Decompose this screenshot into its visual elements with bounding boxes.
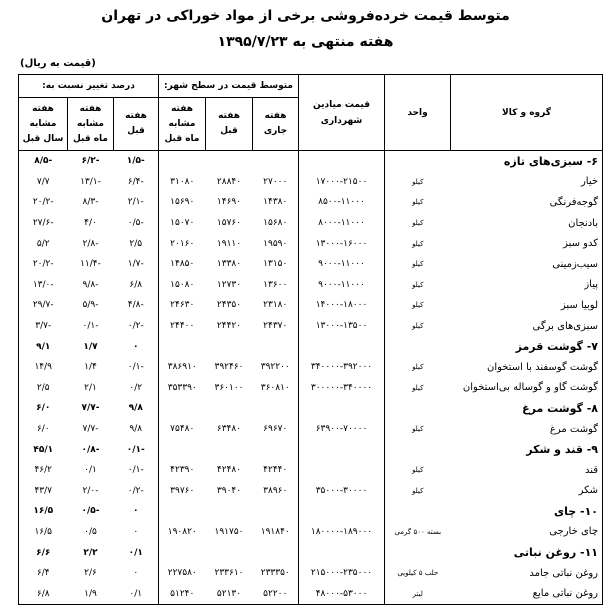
cell-last-month-week bbox=[159, 151, 206, 172]
cell-pct-last-month: ۱/۹ bbox=[68, 583, 114, 604]
table-row bbox=[19, 563, 603, 584]
cell-field-price: ۳۰۰۰۰۰-۳۴۰۰۰۰ bbox=[299, 378, 385, 399]
cell-item-name: روغن نباتی مایع bbox=[451, 583, 603, 604]
cell-unit bbox=[385, 542, 451, 563]
cell-item-name: بادنجان bbox=[451, 213, 603, 234]
cell-last-month-week: ۱۵۶۹۰ bbox=[159, 192, 206, 213]
cell-unit: حلب ۵ کیلویی bbox=[385, 563, 451, 584]
cell-last-week: ۱۵۷۶۰ bbox=[216, 218, 242, 229]
table-body bbox=[19, 151, 603, 605]
cell-unit: کیلو bbox=[385, 357, 451, 378]
cell-pct-last-month: -۵/۹ bbox=[82, 300, 99, 311]
cell-pct-last-month: -۲/۰ bbox=[82, 485, 99, 496]
cell-current-week: ۲۳۳۳۵۰ bbox=[260, 568, 290, 579]
cell-current-week bbox=[253, 542, 299, 563]
cell-pct-last-year: ۴۳/۷ bbox=[19, 481, 68, 502]
cell-pct-last-week: -۶/۴ bbox=[127, 176, 144, 187]
cell-last-week: ۵۲۱۳۰ bbox=[206, 583, 253, 604]
cell-pct-last-week: -۱/۷ bbox=[127, 259, 144, 270]
table-row bbox=[19, 419, 603, 440]
cell-unit: کیلو bbox=[385, 295, 451, 316]
cell-pct-last-week: -۰/۱ bbox=[127, 362, 144, 373]
cell-last-month-week bbox=[159, 336, 206, 357]
cell-current-week: ۲۷۰۰۰ bbox=[263, 176, 288, 187]
cell-last-week: ۳۹۲۴۶۰ bbox=[214, 362, 244, 373]
cell-last-week: ۳۶۰۱۰۰ bbox=[214, 382, 244, 393]
cell-unit: کیلو bbox=[385, 233, 451, 254]
cell-pct-last-week: ۰/۲ bbox=[129, 382, 143, 393]
cell-item-name: سیب‌زمینی bbox=[451, 254, 603, 275]
cell-current-week: ۴۲۴۴۰ bbox=[263, 465, 288, 476]
cell-unit: کیلو bbox=[385, 172, 451, 193]
cell-item-name: ۶- سبزی‌های تازه bbox=[451, 151, 603, 172]
cell-last-month-week: ۵۱۲۴۰ bbox=[159, 583, 206, 604]
cell-pct-last-month: ۴/۰ bbox=[84, 218, 97, 229]
cell-last-week: ۱۴۶۹۰ bbox=[216, 197, 242, 208]
cell-field-price: ۳۴۰۰۰۰-۳۹۲۰۰۰ bbox=[299, 357, 385, 378]
header-last-week: هفته قبل bbox=[206, 98, 253, 151]
cell-current-week bbox=[253, 336, 299, 357]
cell-unit: کیلو bbox=[385, 316, 451, 337]
header-field-price: قیمت میادین شهرداری bbox=[299, 75, 385, 151]
cell-unit bbox=[385, 151, 451, 172]
cell-pct-last-month: -۶/۲ bbox=[81, 156, 100, 167]
cell-last-week bbox=[206, 336, 253, 357]
table-row bbox=[19, 378, 603, 399]
cell-unit: کیلو bbox=[385, 378, 451, 399]
cell-last-week bbox=[206, 398, 253, 419]
cell-unit bbox=[385, 336, 451, 357]
cell-field-price: ۹۰۰۰-۱۱۰۰۰ bbox=[299, 275, 385, 296]
cell-pct-last-week: -۰/۵ bbox=[127, 218, 144, 229]
table-row bbox=[19, 233, 603, 254]
cell-current-week: ۱۴۳۸۰ bbox=[263, 197, 288, 208]
cell-pct-last-year: ۱۴/۹ bbox=[19, 357, 68, 378]
table-row bbox=[19, 213, 603, 234]
cell-pct-last-week: ۰ bbox=[133, 506, 139, 517]
cell-last-week bbox=[206, 439, 253, 460]
page-title: متوسط قیمت خرده‌فروشی برخی از مواد خوراکی در تهران bbox=[101, 8, 510, 24]
cell-pct-last-month: -۱۳/۱ bbox=[80, 176, 101, 187]
header-current-week: هفته جاری bbox=[253, 98, 299, 151]
cell-unit: کیلو bbox=[385, 419, 451, 440]
cell-item-name: ۱۱- روغن نباتی bbox=[451, 542, 603, 563]
header-pct-last-year: هفته مشابه سال قبل bbox=[19, 98, 68, 151]
cell-field-price bbox=[299, 398, 385, 419]
cell-field-price: ۱۳۰۰۰-۱۳۵۰۰ bbox=[299, 316, 385, 337]
cell-pct-last-year: ۴۵/۱ bbox=[19, 439, 68, 460]
cell-pct-last-year: -۲۷/۶ bbox=[19, 213, 68, 234]
cell-item-name: گوشت گوسفند با استخوان bbox=[451, 357, 603, 378]
header-avg-group: متوسط قیمت در سطح شهر: bbox=[159, 75, 299, 98]
cell-pct-last-year: ۶/۴ bbox=[19, 563, 68, 584]
cell-pct-last-month: -۸/۳ bbox=[82, 197, 99, 208]
cell-item-name: لوبیا سبز bbox=[451, 295, 603, 316]
cell-item-name: ۷- گوشت قرمز bbox=[451, 336, 603, 357]
cell-pct-last-week: ۰ bbox=[133, 568, 139, 579]
cell-current-week bbox=[253, 151, 299, 172]
cell-pct-last-year: -۱۳/۰ bbox=[19, 275, 68, 296]
cell-last-month-week: ۳۵۳۳۹۰ bbox=[159, 378, 206, 399]
cell-pct-last-month: ۲/۲ bbox=[83, 547, 98, 558]
cell-field-price: ۸۵۰۰-۱۱۰۰۰ bbox=[299, 192, 385, 213]
cell-field-price: ۲۱۵۰۰۰-۲۳۵۰۰۰ bbox=[299, 563, 385, 584]
table-row bbox=[19, 583, 603, 604]
category-row bbox=[19, 151, 603, 172]
cell-current-week: ۱۹۵۹۰ bbox=[263, 238, 288, 249]
category-row bbox=[19, 336, 603, 357]
cell-unit: کیلو bbox=[385, 213, 451, 234]
header-group: گروه و کالا bbox=[451, 75, 603, 151]
cell-current-week: ۳۸۹۶۰ bbox=[263, 485, 288, 496]
cell-pct-last-year: ۶/۰ bbox=[19, 419, 68, 440]
table-row bbox=[19, 275, 603, 296]
cell-pct-last-week: ۰/۱ bbox=[114, 583, 159, 604]
cell-field-price: ۹۰۰۰-۱۱۰۰۰ bbox=[299, 254, 385, 275]
cell-last-month-week: ۲۴۴۰۰ bbox=[159, 316, 206, 337]
table-row bbox=[19, 522, 603, 543]
cell-unit: کیلو bbox=[385, 460, 451, 481]
cell-last-week: ۱۹۱۱۰ bbox=[216, 238, 242, 249]
cell-current-week bbox=[253, 439, 299, 460]
cell-unit bbox=[385, 501, 451, 522]
table-row bbox=[19, 295, 603, 316]
cell-last-week bbox=[206, 151, 253, 172]
cell-pct-last-year: ۶/۶ bbox=[19, 542, 68, 563]
cell-last-month-week: ۳۹۷۶۰ bbox=[159, 481, 206, 502]
cell-field-price bbox=[299, 439, 385, 460]
table-row bbox=[19, 357, 603, 378]
cell-last-week: ۲۴۴۲۰ bbox=[216, 321, 242, 332]
category-row bbox=[19, 439, 603, 460]
header-pct-group: درصد تغییر نسبت به: bbox=[19, 75, 159, 98]
cell-last-week bbox=[206, 501, 253, 522]
cell-last-month-week: ۱۴۸۵۰ bbox=[159, 254, 206, 275]
cell-item-name: ۱۰- چای bbox=[451, 501, 603, 522]
table-row bbox=[19, 460, 603, 481]
cell-pct-last-week: -۲/۱ bbox=[127, 197, 144, 208]
cell-pct-last-month: ۲/۱ bbox=[84, 382, 97, 393]
cell-pct-last-year: -۳/۷ bbox=[19, 316, 68, 337]
cell-last-month-week: ۲۰۱۶۰ bbox=[159, 233, 206, 254]
category-row bbox=[19, 398, 603, 419]
cell-unit bbox=[385, 398, 451, 419]
cell-pct-last-month: -۲/۸ bbox=[82, 238, 99, 249]
cell-last-month-week: ۲۲۷۵۸۰ bbox=[159, 563, 206, 584]
cell-pct-last-year: -۸/۵ bbox=[19, 151, 68, 172]
cell-pct-last-year: ۶/۰ bbox=[19, 398, 68, 419]
cell-pct-last-month: -۷/۷ bbox=[82, 424, 99, 435]
cell-pct-last-month: ۲/۶ bbox=[84, 568, 97, 579]
cell-current-week: ۱۹۱۸۴۰ bbox=[260, 526, 290, 537]
cell-pct-last-week: -۴/۸ bbox=[127, 300, 144, 311]
price-table bbox=[18, 74, 603, 605]
cell-pct-last-year: ۲/۵ bbox=[19, 378, 68, 399]
cell-current-week: ۵۲۲۰۰ bbox=[253, 583, 299, 604]
table-row bbox=[19, 192, 603, 213]
cell-pct-last-week: -۰/۱ bbox=[127, 465, 144, 476]
cell-pct-last-month: -۱۱/۴ bbox=[80, 259, 101, 270]
cell-last-week: ۲۴۳۵۰ bbox=[216, 300, 242, 311]
cell-unit: کیلو bbox=[385, 481, 451, 502]
cell-last-month-week: ۳۸۶۹۱۰ bbox=[159, 357, 206, 378]
cell-pct-last-year: -۲۰/۲ bbox=[19, 254, 68, 275]
cell-pct-last-year: ۶/۸ bbox=[19, 583, 68, 604]
cell-item-name: قند bbox=[451, 460, 603, 481]
cell-pct-last-month: ۱/۷ bbox=[83, 341, 98, 352]
header-unit: واحد bbox=[385, 75, 451, 151]
cell-last-week: ۴۲۴۸۰ bbox=[216, 465, 242, 476]
cell-pct-last-month: -۷/۷ bbox=[81, 403, 100, 414]
cell-last-month-week: ۱۹۰۸۲۰ bbox=[159, 522, 206, 543]
cell-item-name: گوجه‌فرنگی bbox=[451, 192, 603, 213]
cell-last-week: ۲۳۳۶۱۰ bbox=[214, 568, 244, 579]
cell-pct-last-week: -۰/۱ bbox=[126, 444, 145, 455]
cell-item-name: گوشت مرغ bbox=[451, 419, 603, 440]
cell-pct-last-month: ۰/۵ bbox=[84, 526, 97, 537]
cell-unit bbox=[385, 439, 451, 460]
header-last-month-week: هفته مشابه ماه قبل bbox=[159, 98, 206, 151]
cell-field-price: ۶۳۹۰۰-۷۰۰۰۰ bbox=[299, 419, 385, 440]
table-row bbox=[19, 172, 603, 193]
cell-last-week: ۱۳۳۸۰ bbox=[216, 259, 242, 270]
cell-current-week bbox=[253, 501, 299, 522]
cell-pct-last-week: ۹/۸ bbox=[129, 424, 143, 435]
cell-pct-last-month: -۰/۵ bbox=[81, 506, 100, 517]
cell-pct-last-week: ۹/۸ bbox=[128, 403, 143, 414]
cell-item-name: شکر bbox=[451, 481, 603, 502]
cell-pct-last-week: ۰ bbox=[133, 526, 139, 537]
cell-field-price bbox=[299, 151, 385, 172]
cell-last-week: ۱۲۷۳۰ bbox=[216, 279, 242, 290]
cell-pct-last-week: ۲/۵ bbox=[129, 238, 143, 249]
cell-last-month-week bbox=[159, 501, 206, 522]
cell-pct-last-week: -۰/۲ bbox=[127, 485, 144, 496]
cell-pct-last-month: -۹/۸ bbox=[82, 279, 99, 290]
cell-field-price bbox=[299, 542, 385, 563]
cell-unit: کیلو bbox=[385, 275, 451, 296]
cell-item-name: پیاز bbox=[451, 275, 603, 296]
cell-current-week: ۱۳۶۰۰ bbox=[263, 279, 288, 290]
cell-pct-last-year: ۹/۱ bbox=[19, 336, 68, 357]
cell-current-week: ۳۶۰۸۱۰ bbox=[260, 382, 290, 393]
cell-item-name: ۹- قند و شکر bbox=[451, 439, 603, 460]
cell-last-month-week: ۱۵۰۸۰ bbox=[159, 275, 206, 296]
cell-unit: لیتر bbox=[385, 583, 451, 604]
cell-field-price: ۱۳۰۰۰-۱۶۰۰۰ bbox=[299, 233, 385, 254]
cell-last-month-week bbox=[159, 542, 206, 563]
cell-last-week bbox=[206, 542, 253, 563]
cell-pct-last-year: ۱۶/۵ bbox=[19, 522, 68, 543]
cell-pct-last-month: ۱/۴ bbox=[84, 362, 97, 373]
cell-pct-last-year: ۷/۷ bbox=[19, 172, 68, 193]
cell-pct-last-year: -۲۰/۲ bbox=[19, 192, 68, 213]
cell-last-week: ۱۹۱۷۵۰ bbox=[214, 526, 244, 537]
cell-item-name: سبزی‌های برگی bbox=[451, 316, 603, 337]
cell-last-month-week: ۴۲۳۹۰ bbox=[159, 460, 206, 481]
page-subtitle: هفته منتهی به ۱۳۹۵/۷/۲۳ bbox=[217, 34, 394, 50]
cell-pct-last-year: ۵/۲ bbox=[19, 233, 68, 254]
cell-last-month-week: ۲۴۶۳۰ bbox=[159, 295, 206, 316]
cell-current-week: ۳۹۲۲۰۰ bbox=[260, 362, 290, 373]
cell-current-week bbox=[253, 398, 299, 419]
cell-field-price bbox=[299, 460, 385, 481]
cell-pct-last-month: -۰/۱ bbox=[82, 321, 99, 332]
category-row bbox=[19, 501, 603, 522]
cell-field-price: ۴۸۰۰۰-۵۳۰۰۰ bbox=[299, 583, 385, 604]
cell-unit: بسته ۵۰۰ گرمی bbox=[385, 522, 451, 543]
cell-last-month-week bbox=[159, 398, 206, 419]
cell-pct-last-week: -۰/۲ bbox=[127, 321, 144, 332]
cell-item-name: ۸- گوشت مرغ bbox=[451, 398, 603, 419]
cell-current-week: ۱۵۶۸۰ bbox=[263, 218, 288, 229]
cell-pct-last-month: ۰/۱ bbox=[84, 465, 97, 476]
cell-pct-last-year: -۲۹/۷ bbox=[19, 295, 68, 316]
cell-item-name: خیار bbox=[451, 172, 603, 193]
cell-pct-last-week: -۱/۵ bbox=[126, 156, 145, 167]
cell-current-week: ۲۴۳۷۰ bbox=[263, 321, 288, 332]
table-row bbox=[19, 481, 603, 502]
cell-pct-last-year: ۱۶/۵ bbox=[19, 501, 68, 522]
cell-field-price: ۱۴۰۰۰-۱۸۰۰۰ bbox=[299, 295, 385, 316]
cell-last-month-week bbox=[159, 439, 206, 460]
cell-pct-last-week: ۶/۸ bbox=[129, 279, 143, 290]
cell-unit: کیلو bbox=[385, 254, 451, 275]
cell-field-price bbox=[299, 501, 385, 522]
cell-field-price: ۳۵۰۰۰-۳۰۰۰۰ bbox=[299, 481, 385, 502]
cell-last-month-week: ۱۵۰۷۰ bbox=[159, 213, 206, 234]
category-row bbox=[19, 542, 603, 563]
header-pct-last-week: هفته قبل bbox=[114, 98, 159, 151]
table-row bbox=[19, 254, 603, 275]
cell-last-week: ۳۹۰۴۰ bbox=[216, 485, 242, 496]
cell-pct-last-month: -۰/۸ bbox=[81, 444, 100, 455]
cell-field-price bbox=[299, 336, 385, 357]
cell-last-week: ۶۳۴۸۰ bbox=[216, 424, 242, 435]
header-pct-last-month: هفته مشابه ماه قبل bbox=[68, 98, 114, 151]
cell-item-name: روغن نباتی جامد bbox=[451, 563, 603, 584]
cell-field-price: ۱۸۰۰۰۰-۱۸۹۰۰۰ bbox=[299, 522, 385, 543]
cell-unit: کیلو bbox=[385, 192, 451, 213]
cell-pct-last-week: ۰ bbox=[133, 341, 139, 352]
cell-current-week: ۶۹۶۷۰ bbox=[263, 424, 288, 435]
cell-item-name: چای خارجی bbox=[451, 522, 603, 543]
cell-pct-last-week: ۰/۱ bbox=[128, 547, 143, 558]
cell-current-week: ۲۳۱۸۰ bbox=[263, 300, 288, 311]
cell-pct-last-year: ۴۶/۲ bbox=[19, 460, 68, 481]
cell-item-name: کدو سبز bbox=[451, 233, 603, 254]
cell-last-week: ۲۸۸۴۰ bbox=[216, 176, 242, 187]
cell-last-month-week: ۳۱۰۸۰ bbox=[159, 172, 206, 193]
cell-last-month-week: ۷۵۴۸۰ bbox=[159, 419, 206, 440]
cell-current-week: ۱۳۱۵۰ bbox=[263, 259, 288, 270]
cell-item-name: گوشت گاو و گوساله بی‌استخوان bbox=[451, 378, 603, 399]
cell-field-price: ۸۰۰۰-۱۱۰۰۰ bbox=[299, 213, 385, 234]
unit-note: (قیمت به ریال) bbox=[20, 58, 96, 69]
cell-field-price: ۱۷۰۰۰-۲۱۵۰۰ bbox=[299, 172, 385, 193]
table-row bbox=[19, 316, 603, 337]
